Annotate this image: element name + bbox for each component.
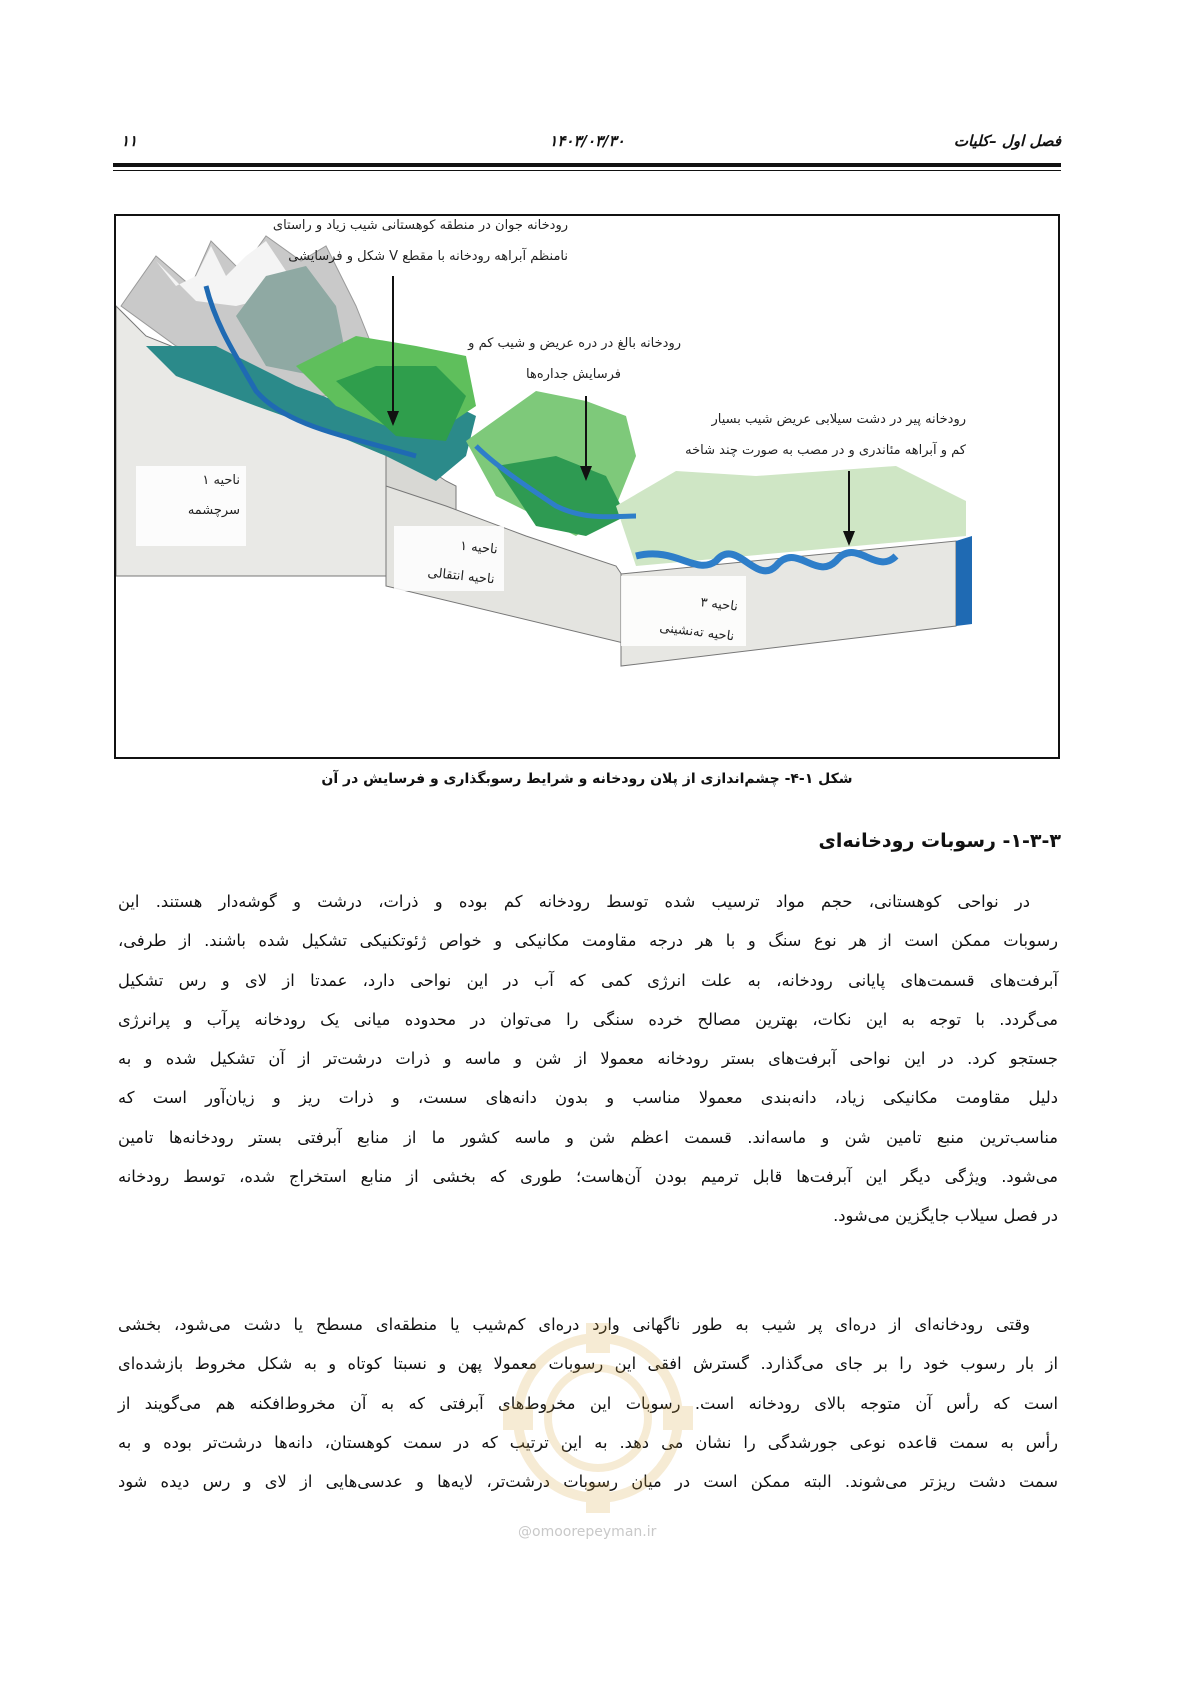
header-rule-thick [113,163,1061,167]
river-profile-illustration [116,216,1058,757]
text-line: از بار رسوب خود را بر جای می‌گذارد. گسترش افقی این رسوبات معمولا پهن و نسبتا کوتاه و به شکل مخروط بازشده‌ای [118,1354,1058,1374]
river-landscape-figure [114,214,1060,759]
text-line: در فصل سیلاب جایگزین می‌شود. [833,1206,1058,1226]
page-number: ۱۱ [121,132,138,150]
header-rule-thin [113,170,1061,171]
mature-river-label: رودخانه بالغ در دره عریض و شیب کم و فرسایش جداره‌ها [468,336,681,382]
text-line: جستجو کرد. در این نواحی آبرفت‌های بستر رودخانه معمولا از شن و ماسه و ذرات درشت‌تر از آن تشکیل شده و به [118,1049,1058,1069]
zone-2-label: ناحیه ۱ ناحیه انتقالی [426,538,499,588]
zone-3-label: ناحیه ۳ ناحیه ته‌نشینی [658,595,739,645]
text-line: رسوبات ممکن است از هر نوع سنگ و با هر درجه مقاومت مکانیکی و خواص ژئوتکنیکی تشکیل شده باشند. از طرفی، [118,931,1058,951]
chapter-title: فصل اول –کلیات [953,132,1061,150]
watermark-logo-icon [498,1318,698,1528]
text-line: دلیل مقاومت مکانیکی زیاد، دانه‌بندی معمولا مناسب و بدون دانه‌های سست، و ذرات ریز و زیان‌آور است که [118,1088,1058,1108]
figure-caption: شکل ۱-۴- چشم‌اندازی از پلان رودخانه و شرایط رسوبگذاری و فرسایش در آن [321,771,853,787]
text-line: رأس به سمت قاعده نوعی جورشدگی را نشان می دهد. به این ترتیب که در سمت کوهستان، دانه‌ها درشت‌تر بوده و به [118,1432,1058,1452]
text-line: مناسب‌ترین منبع تامین شن و ماسه‌اند. قسمت اعظم شن و ماسه کشور ما از منابع آبرفتی بستر رودخانه‌ها تامین [118,1127,1058,1147]
page-header [113,128,1061,158]
text-line: وقتی رودخانه‌ای از دره‌ای پر شیب به طور ناگهانی وارد دره‌ای کم‌شیب یا منطقه‌ای مسطح یا دشت می‌شود، بخشی [118,1315,1030,1334]
watermark-text: @omoorepeyman.ir [518,1524,657,1540]
text-line: در نواحی کوهستانی، حجم مواد ترسیب شده توسط رودخانه کم بوده و ذرات، درشت و گوشه‌دار هستند. این [118,892,1030,911]
text-line: می‌شود. ویژگی دیگر این آبرفت‌ها قابل ترمیم بودن آن‌هاست؛ طوری که بخشی از منابع استخراج شده، توسط رودخانه [118,1167,1058,1187]
header-date: ۱۴۰۳/۰۳/۳۰ [549,132,625,150]
section-title: ۱-۳-۳- رسوبات رودخانه‌ای [818,830,1061,852]
text-line: سمت دشت ریزتر می‌شوند. البته ممکن است در میان رسوبات درشت‌تر، لایه‌ها و عدسی‌هایی از لای و رس دیده شود [118,1472,1058,1492]
text-line: می‌گردد. با توجه به این نکات، بهترین مصالح خرده سنگی را می‌توان در محدوده میانی یک رودخانه پرآب و پرانرژی [118,1009,1058,1029]
young-river-label: رودخانه جوان در منطقه کوهستانی شیب زیاد و راستای نامنظم آبراهه رودخانه با مقطع V شکل و فرسایشی [272,218,568,264]
paragraph-1 [118,882,1058,1236]
text-line: آبرفت‌های قسمت‌های پایانی رودخانه، به علت انرژی کمی که آب در این نواحی دارد، عمدتا از لای و رس تشکیل [118,970,1058,990]
text-line: است که رأس آن متوجه بالای رودخانه است. رسوبات این مخروط‌های آبرفتی که به آن مخروط‌افکنه هم می‌گویند از [118,1393,1058,1413]
zone-1-label: ناحیه ۱ سرچشمه [187,473,240,518]
old-river-label: رودخانه پیر در دشت سیلابی عریض شیب بسیار کم و آبراهه مئاندری و در مصب به صورت چند شاخه [685,412,966,458]
